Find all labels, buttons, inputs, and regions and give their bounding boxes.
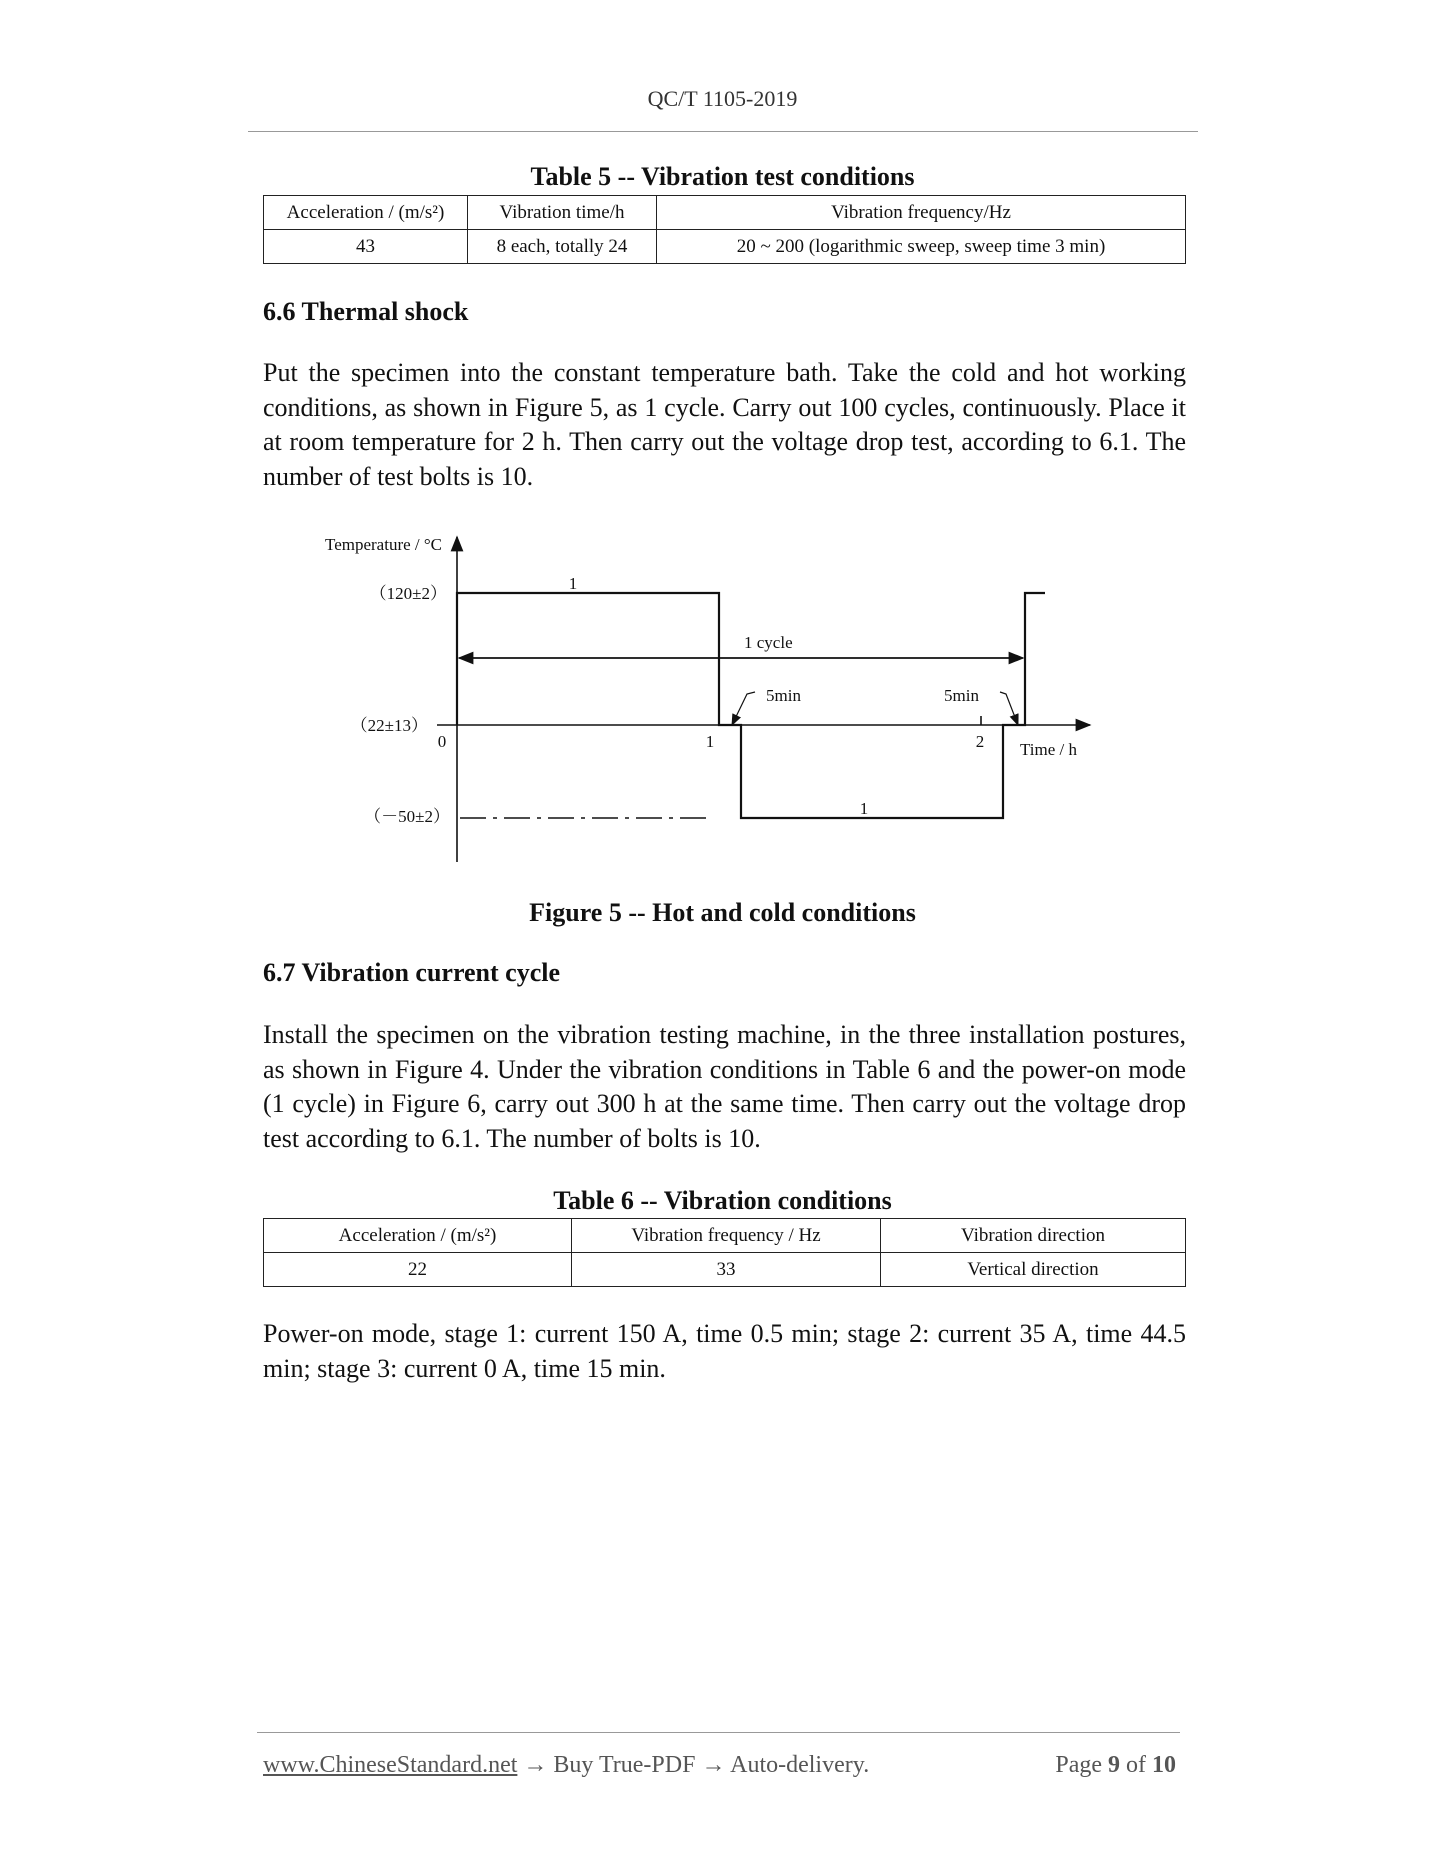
table-header-cell: Acceleration / (m/s²) [264,1219,572,1253]
table-cell: 8 each, totally 24 [468,230,657,264]
current-page: 9 [1108,1752,1120,1778]
total-pages: 10 [1152,1752,1176,1778]
section-6-7-body: Install the specimen on the vibration testing machine, in the three installation postures, as shown in Figure 4. Under the vibration conditions in Table 6 and the power-on mode (1 cycle) in Figure 6, carry out 300 h at the same time. Then carry out the voltage drop test according to 6.1. The number of bolts is 10. [263,1020,1186,1154]
of-word: of [1126,1752,1146,1778]
website-link[interactable]: www.ChineseStandard.net [263,1752,518,1778]
page-number [1055,1752,1176,1779]
cycle-label: 1 cycle [744,633,793,652]
table-row [264,1253,1186,1287]
x-tick-label: 2 [975,732,985,751]
x-axis-label: Time / h [1020,740,1078,759]
table-cell: 22 [264,1253,572,1287]
ramp1-pointer [732,692,755,725]
table-cell: Vertical direction [881,1253,1186,1287]
table6-title: Table 6 -- Vibration conditions [553,1186,892,1215]
temperature-profile [457,593,1045,818]
table-header-cell: Acceleration / (m/s²) [264,196,468,230]
table-header-row [264,1219,1186,1253]
cold-duration-label: 1 [859,799,869,818]
footer-rule [257,1732,1180,1733]
table-cell: 43 [264,230,468,264]
table-cell: 20 ~ 200 (logarithmic sweep, sweep time 3 min) [657,230,1186,264]
figure5-diagram [0,0,1445,900]
section-heading-6-7: 6.7 Vibration current cycle [263,958,561,987]
section-heading-6-6: 6.6 Thermal shock [263,297,469,326]
power-on-mode-text: Power-on mode, stage 1: current 150 A, time 0.5 min; stage 2: current 35 A, time 44.5 min; stage 3: current 0 A, time 15 min. [263,1319,1186,1383]
document-id-header: QC/T 1105-2019 [647,86,798,111]
y-label-hot: （120±2） [369,584,447,603]
table-header-cell: Vibration time/h [468,196,657,230]
footer-tagline: → Buy True-PDF → Auto-delivery. [517,1752,870,1778]
y-axis-label: Temperature / °C [325,535,443,554]
hot-duration-label: 1 [568,574,578,593]
page-word: Page [1055,1752,1102,1778]
x-tick-label: 0 [437,732,447,751]
table-cell: 33 [572,1253,881,1287]
section-6-6-body: Put the specimen into the constant temperature bath. Take the cold and hot working conditions, as shown in Figure 5, as 1 cycle. Carry out 100 cycles, continuously. Place it at room temperature for 2 h. Then carry out the voltage drop test, according to 6.1. The number of test bolts is 10. [263,358,1186,492]
table-header-cell: Vibration frequency/Hz [657,196,1186,230]
table5-title: Table 5 -- Vibration test conditions [530,162,915,191]
footer-left [263,1752,869,1779]
table6 [263,1218,1186,1287]
ramp2-pointer [1000,692,1018,725]
table-header-cell: Vibration direction [881,1219,1186,1253]
x-tick-label: 1 [705,732,715,751]
ramp2-label: 5min [944,686,979,705]
y-label-room: （22±13） [350,716,428,735]
table-header-cell: Vibration frequency / Hz [572,1219,881,1253]
ramp1-label: 5min [766,686,801,705]
y-label-cold: （－50±2） [364,807,450,826]
figure5-caption: Figure 5 -- Hot and cold conditions [529,898,916,927]
